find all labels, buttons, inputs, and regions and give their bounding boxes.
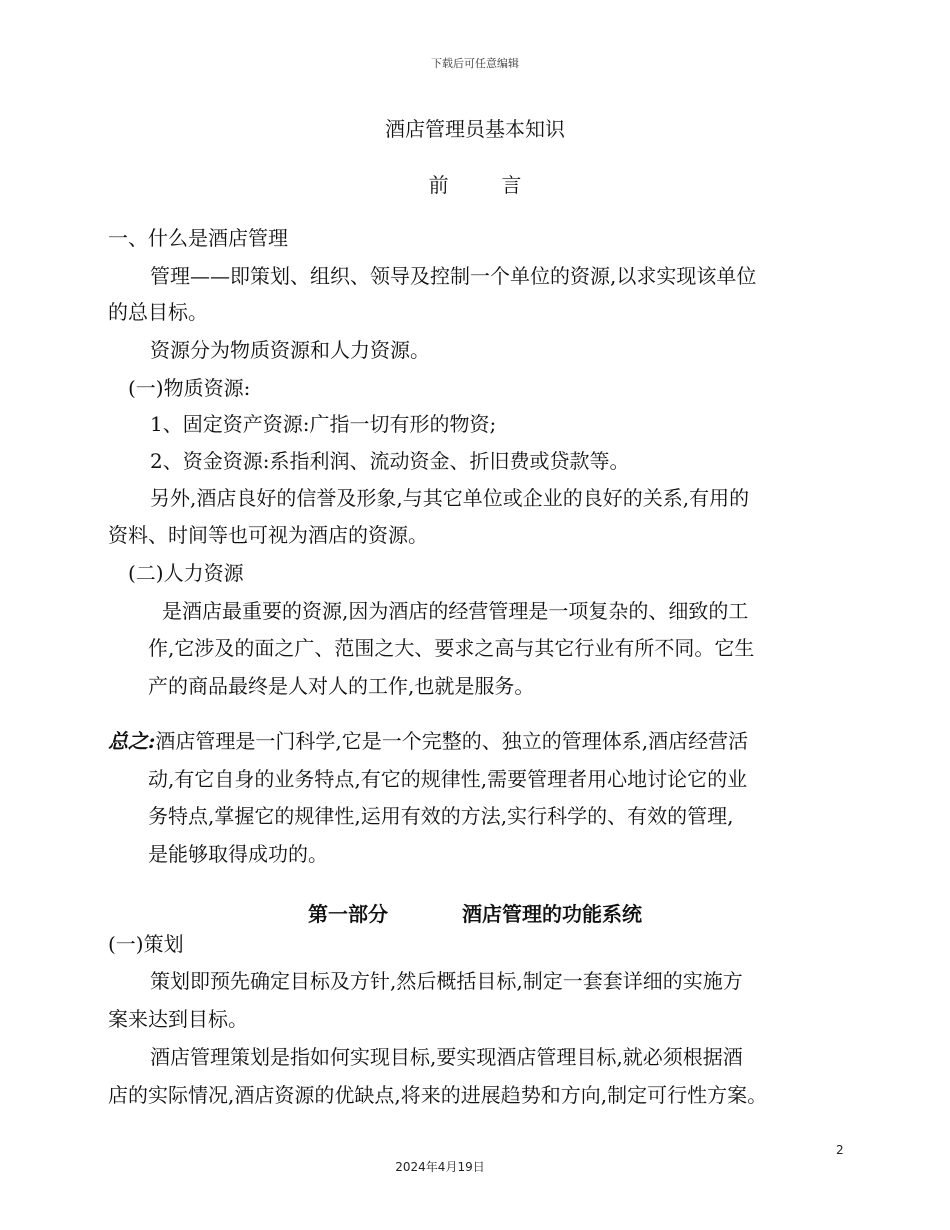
paragraph-line: 资料、时间等也可视为酒店的资源。 bbox=[108, 523, 428, 547]
summary-line: 是能够取得成功的。 bbox=[148, 842, 328, 866]
paragraph-line: 案来达到目标。 bbox=[108, 1007, 248, 1031]
paragraph-line: 策划即预先确定目标及方针,然后概括目标,制定一套套详细的实施方 bbox=[150, 969, 743, 993]
paragraph-line: 作,它涉及的面之广、范围之大、要求之高与其它行业有所不同。它生 bbox=[148, 636, 755, 660]
paragraph-line: 资源分为物质资源和人力资源。 bbox=[150, 338, 430, 362]
part-title: 酒店管理的功能系统 bbox=[461, 902, 642, 926]
document-title: 酒店管理员基本知识 bbox=[385, 117, 565, 141]
list-item: 1、固定资产资源:广指一切有形的物资; bbox=[150, 412, 497, 436]
preface-char-2: 言 bbox=[501, 173, 522, 197]
preface-heading bbox=[0, 169, 950, 198]
header-note: 下载后可任意编辑 bbox=[431, 57, 519, 70]
paragraph-line: 酒店管理策划是指如何实现目标,要实现酒店管理目标,就必须根据酒 bbox=[150, 1045, 743, 1069]
summary-text: 酒店管理是一门科学,它是一个完整的、独立的管理体系,酒店经营活 bbox=[155, 729, 749, 753]
paragraph-line: 另外,酒店良好的信誉及形象,与其它单位或企业的良好的关系,有用的 bbox=[150, 486, 750, 510]
summary-line: 动,有它自身的业务特点,有它的规律性,需要管理者用心地讨论它的业 bbox=[148, 767, 748, 791]
paragraph-line: 产的商品最终是人对人的工作,也就是服务。 bbox=[148, 674, 535, 698]
summary-first-line bbox=[108, 731, 748, 751]
paragraph-line: 管理——即策划、组织、领导及控制一个单位的资源,以求实现该单位 bbox=[150, 264, 757, 288]
paragraph-line: 的总目标。 bbox=[108, 300, 208, 324]
paragraph-line: 店的实际情况,酒店资源的优缺点,将来的进展趋势和方向,制定可行性方案。 bbox=[108, 1083, 768, 1107]
subheading-human: (二)人力资源 bbox=[128, 561, 244, 585]
subheading-planning: (一)策划 bbox=[108, 932, 184, 956]
footer-date: 2024年4月19日 bbox=[395, 1160, 485, 1174]
preface-char-1: 前 bbox=[428, 173, 449, 197]
page-number: 2 bbox=[836, 1143, 844, 1157]
list-item: 2、资金资源:系指利润、流动资金、折旧费或贷款等。 bbox=[150, 449, 630, 473]
paragraph-line: 是酒店最重要的资源,因为酒店的经营管理是一项复杂的、细致的工 bbox=[162, 599, 749, 623]
section-heading-what-is: 一、什么是酒店管理 bbox=[108, 226, 288, 250]
summary-line: 务特点,掌握它的规律性,运用有效的方法,实行科学的、有效的管理, bbox=[148, 804, 734, 828]
part-heading bbox=[0, 898, 950, 927]
summary-label: 总之: bbox=[108, 729, 156, 753]
subheading-material: (一)物质资源: bbox=[128, 376, 251, 400]
part-label: 第一部分 bbox=[308, 902, 389, 926]
